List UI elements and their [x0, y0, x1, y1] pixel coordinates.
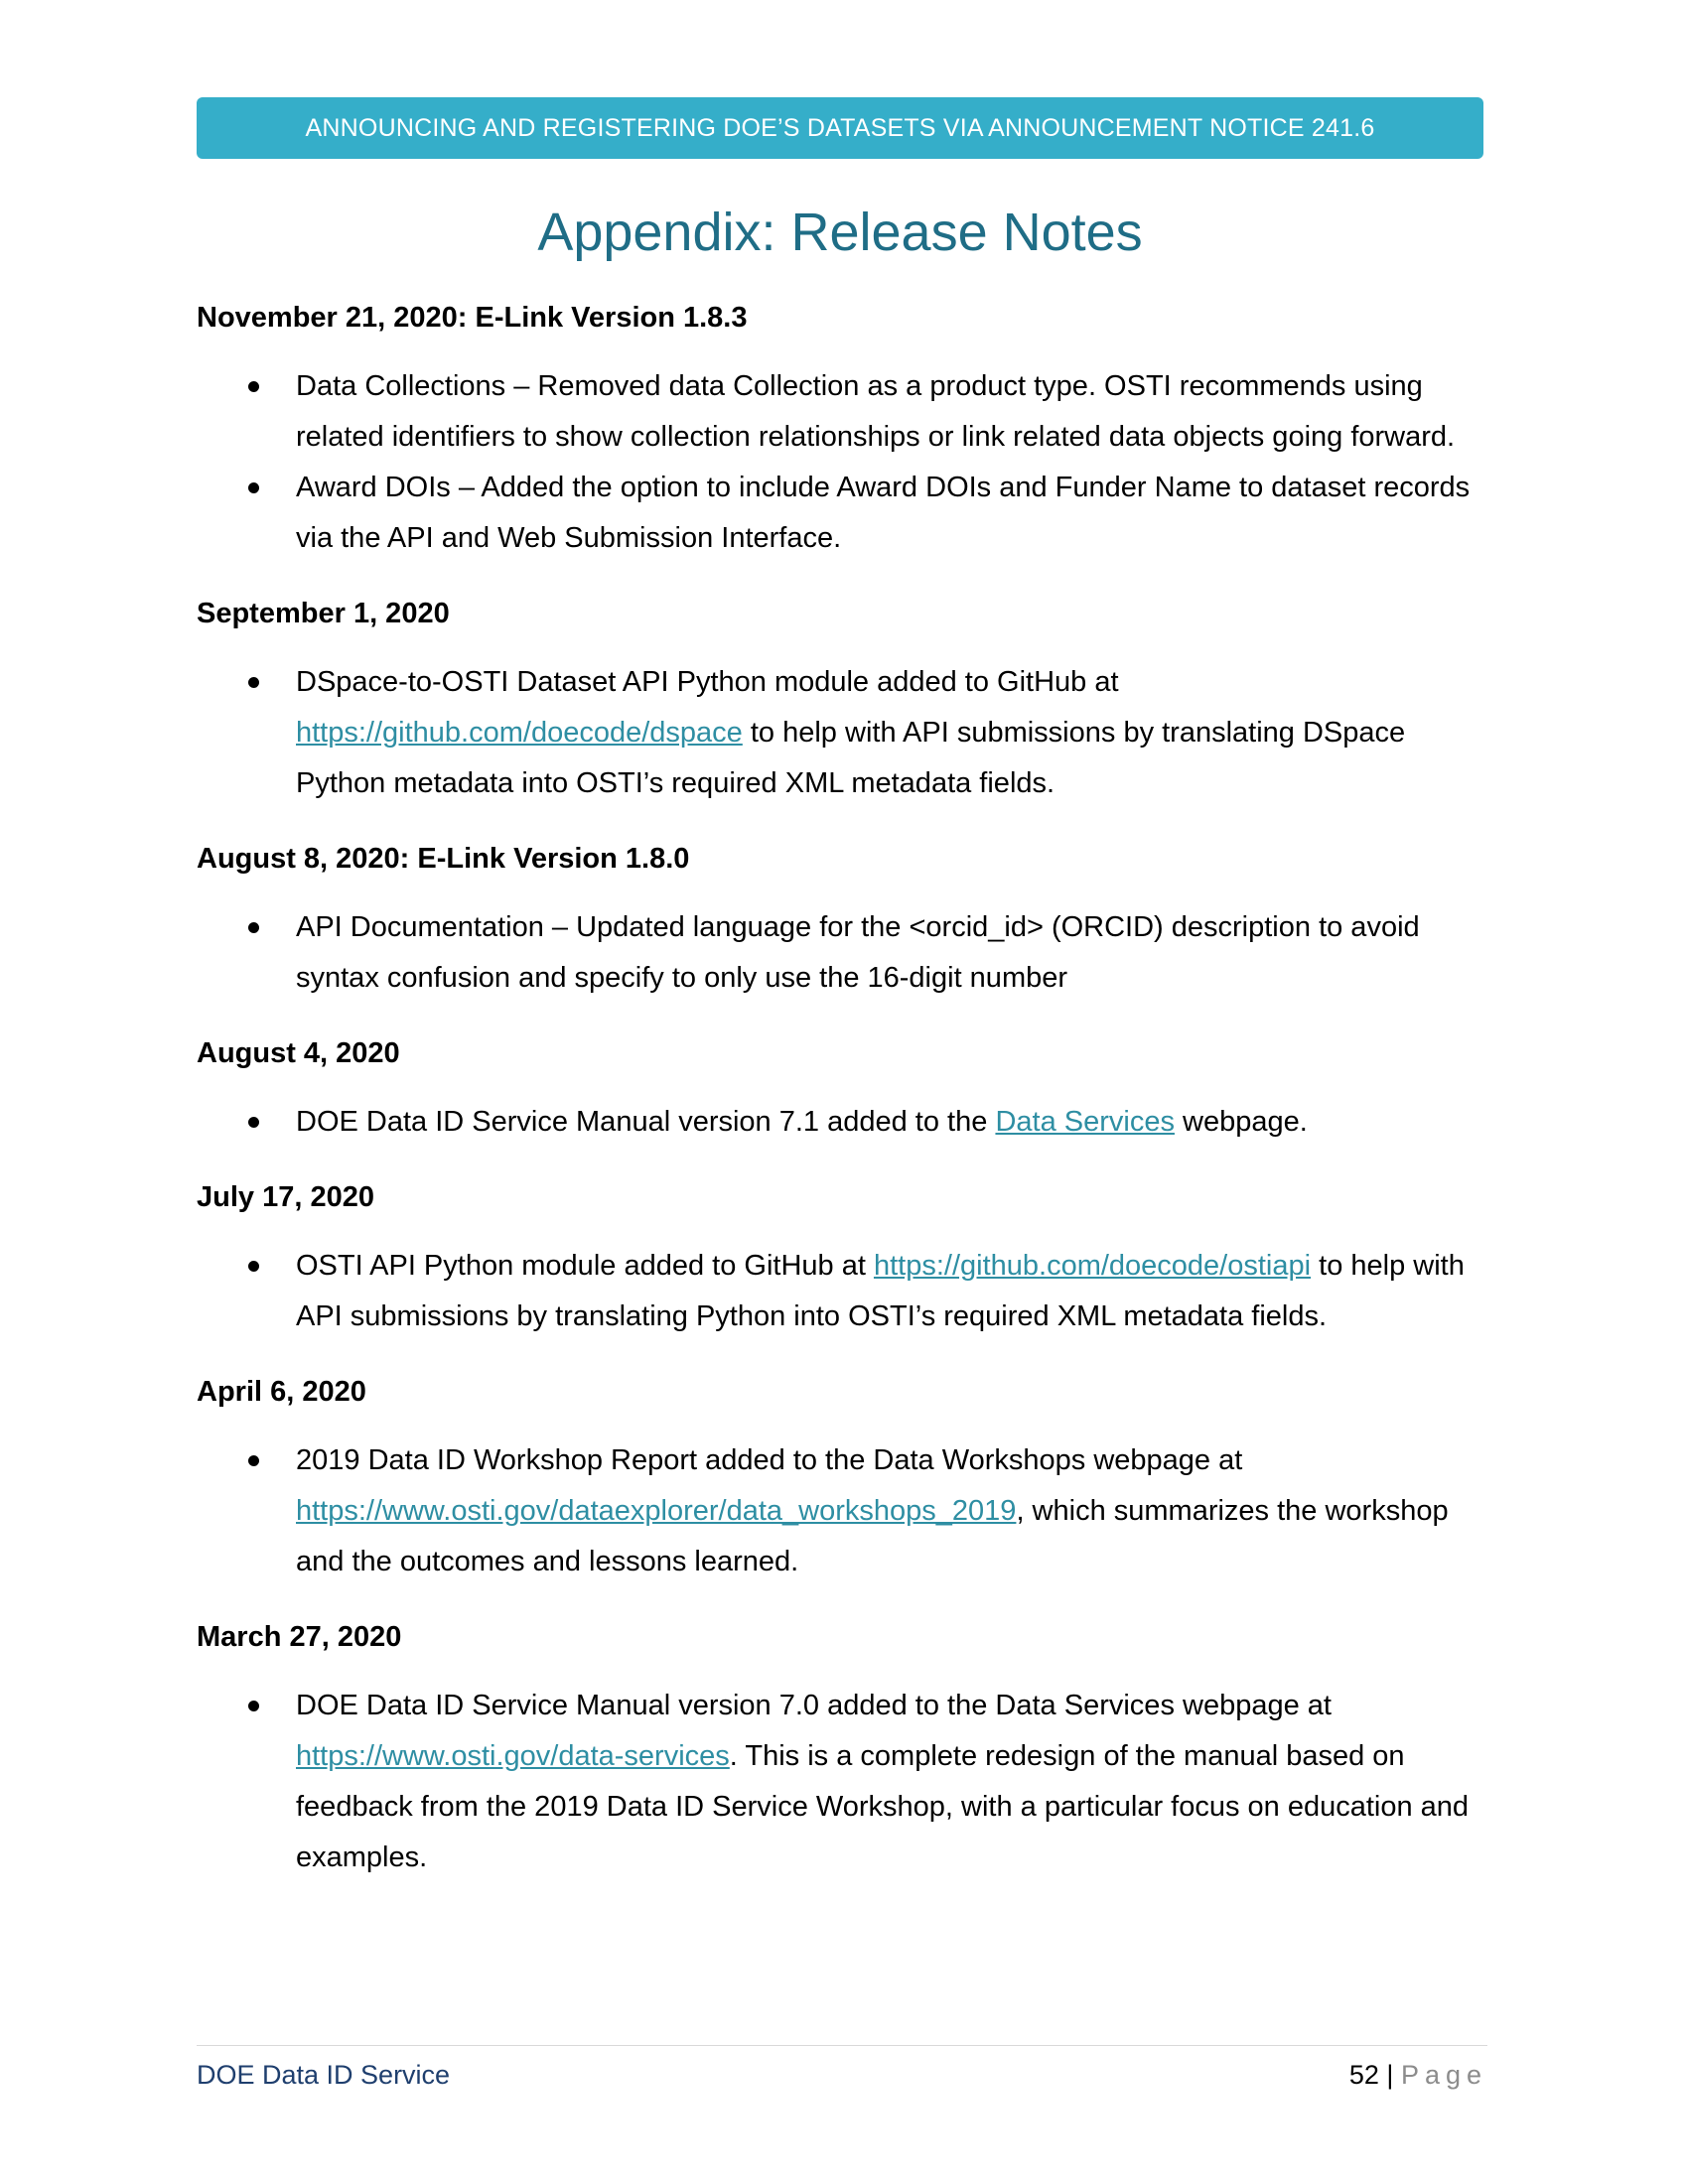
data-workshops-link[interactable]: https://www.osti.gov/dataexplorer/data_workshops_2019	[296, 1495, 1017, 1527]
list-item	[197, 1241, 1487, 1342]
page-separator: |	[1386, 2060, 1394, 2090]
list-item	[197, 657, 1487, 809]
bullet-list	[197, 902, 1487, 1004]
release-section	[197, 839, 1487, 1004]
list-item-text-after: , which summarizes the workshop and the outcomes and lessons learned.	[296, 1495, 1449, 1577]
section-heading: September 1, 2020	[197, 598, 450, 629]
release-notes-content	[197, 298, 1487, 1913]
list-item	[197, 361, 1487, 463]
bullet-list	[197, 1681, 1487, 1883]
release-section	[197, 1033, 1487, 1148]
bullet-icon	[248, 1117, 259, 1128]
bullet-list	[197, 1097, 1487, 1148]
bullet-icon	[248, 677, 259, 688]
page-label: Page	[1400, 2060, 1487, 2090]
release-section	[197, 594, 1487, 809]
header-banner: ANNOUNCING AND REGISTERING DOE’S DATASETS VIA ANNOUNCEMENT NOTICE 241.6	[197, 97, 1483, 159]
bullet-icon	[248, 381, 259, 392]
release-section	[197, 1617, 1487, 1883]
data-services-link[interactable]: Data Services	[995, 1106, 1175, 1138]
bullet-icon	[248, 1261, 259, 1272]
footer-page-number	[1349, 2055, 1487, 2095]
bullet-list	[197, 1435, 1487, 1587]
list-item-text: Award DOIs – Added the option to include Award DOIs and Funder Name to dataset records via the API and Web Submission Interface.	[296, 472, 1471, 554]
page-number: 52	[1348, 2060, 1379, 2090]
section-heading: November 21, 2020: E-Link Version 1.8.3	[197, 302, 748, 334]
list-item	[197, 463, 1487, 564]
data-services-url-link[interactable]: https://www.osti.gov/data-services	[296, 1740, 730, 1772]
release-section	[197, 1177, 1487, 1342]
list-item-text: Data Collections – Removed data Collection as a product type. OSTI recommends using related identifiers to show collection relationships or link related data objects going forward.	[296, 370, 1456, 453]
ostiapi-github-link[interactable]: https://github.com/doecode/ostiapi	[873, 1250, 1312, 1282]
list-item-text-after: to help with API submissions by translating DSpace Python metadata into OSTI’s required XML metadata fields.	[296, 717, 1406, 799]
list-item-text-after: webpage.	[1174, 1106, 1308, 1138]
bullet-list	[197, 657, 1487, 809]
list-item-text-before: DSpace-to-OSTI Dataset API Python module added to GitHub at	[296, 666, 1119, 698]
release-section	[197, 1372, 1487, 1587]
section-heading: March 27, 2020	[197, 1621, 402, 1653]
dspace-github-link[interactable]: https://github.com/doecode/dspace	[296, 717, 743, 749]
bullet-icon	[248, 1455, 259, 1466]
list-item-text-before: 2019 Data ID Workshop Report added to the Data Workshops webpage at	[296, 1444, 1243, 1476]
page-title: Appendix: Release Notes	[537, 203, 1143, 262]
list-item-text-after: . This is a complete redesign of the manual based on feedback from the 2019 Data ID Service Workshop, with a particular focus on education and examples.	[296, 1740, 1470, 1873]
section-heading: July 17, 2020	[197, 1181, 374, 1213]
bullet-list	[197, 1241, 1487, 1342]
list-item-text-after: to help with API submissions by translating Python into OSTI’s required XML metadata fields.	[296, 1250, 1465, 1332]
release-section	[197, 298, 1487, 564]
section-heading: August 4, 2020	[197, 1037, 400, 1069]
list-item-text-before: DOE Data ID Service Manual version 7.0 added to the Data Services webpage at	[296, 1690, 1332, 1721]
list-item	[197, 1435, 1487, 1587]
list-item-text-before: OSTI API Python module added to GitHub at	[296, 1250, 874, 1282]
bullet-icon	[248, 1701, 259, 1711]
footer-document-name: DOE Data ID Service	[197, 2060, 451, 2090]
bullet-icon	[248, 922, 259, 933]
list-item-text: API Documentation – Updated language for the <orcid_id> (ORCID) description to avoid syntax confusion and specify to only use the 16-digit number	[296, 911, 1420, 994]
section-heading: April 6, 2020	[197, 1376, 366, 1408]
list-item	[197, 1681, 1487, 1883]
bullet-list	[197, 361, 1487, 564]
section-heading: August 8, 2020: E-Link Version 1.8.0	[197, 843, 690, 875]
list-item-text-before: DOE Data ID Service Manual version 7.1 added to the	[296, 1106, 996, 1138]
list-item	[197, 902, 1487, 1004]
list-item	[197, 1097, 1487, 1148]
footer-divider	[197, 2045, 1487, 2046]
bullet-icon	[248, 482, 259, 493]
